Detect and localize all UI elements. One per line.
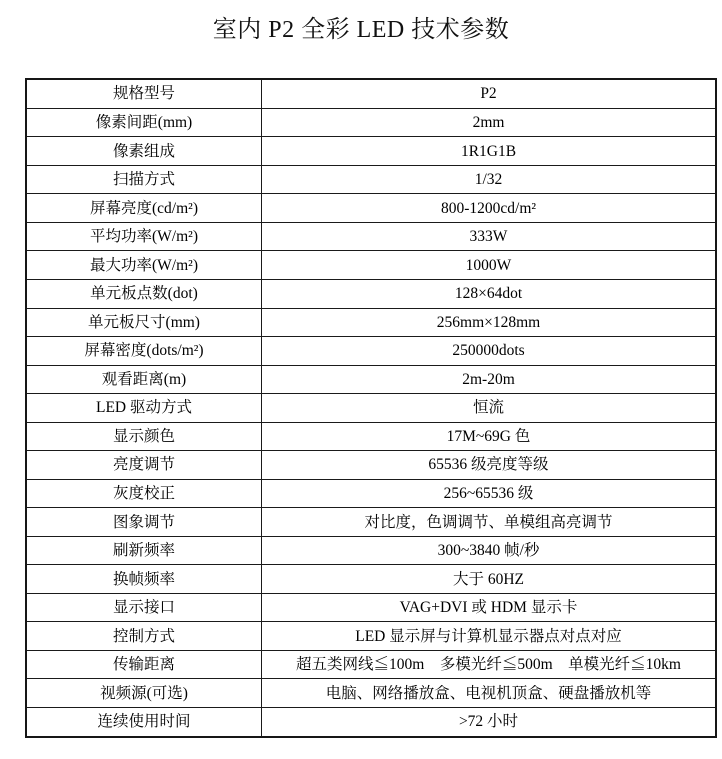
- spec-label: 换帧频率: [26, 565, 262, 594]
- spec-value: 2mm: [262, 108, 717, 137]
- table-row: [26, 707, 716, 737]
- spec-label: 屏幕密度(dots/m²): [26, 337, 262, 366]
- spec-value: 17M~69G 色: [262, 422, 717, 451]
- spec-value: VAG+DVI 或 HDM 显示卡: [262, 593, 717, 622]
- table-row: [26, 679, 716, 708]
- spec-label: 像素组成: [26, 137, 262, 166]
- table-row: [26, 479, 716, 508]
- spec-label: 平均功率(W/m²): [26, 222, 262, 251]
- spec-value: 1/32: [262, 165, 717, 194]
- spec-label: 连续使用时间: [26, 707, 262, 737]
- spec-value: 恒流: [262, 394, 717, 423]
- spec-value: 1000W: [262, 251, 717, 280]
- spec-label: 图象调节: [26, 508, 262, 537]
- spec-table: [25, 78, 717, 738]
- spec-value: 1R1G1B: [262, 137, 717, 166]
- spec-label: 像素间距(mm): [26, 108, 262, 137]
- spec-label: 单元板点数(dot): [26, 280, 262, 309]
- table-row: [26, 536, 716, 565]
- spec-value: 300~3840 帧/秒: [262, 536, 717, 565]
- spec-label: 屏幕亮度(cd/m²): [26, 194, 262, 223]
- page-title: 室内 P2 全彩 LED 技术参数: [212, 17, 510, 43]
- spec-value: P2: [262, 79, 717, 108]
- table-row: [26, 194, 716, 223]
- spec-value: >72 小时: [262, 707, 717, 737]
- spec-value: 超五类网线≦100m 多模光纤≦500m 单模光纤≦10km: [262, 650, 717, 679]
- table-row: [26, 565, 716, 594]
- table-row: [26, 508, 716, 537]
- spec-label: 亮度调节: [26, 451, 262, 480]
- spec-value: 电脑、网络播放盒、电视机顶盒、硬盘播放机等: [262, 679, 717, 708]
- spec-label: 单元板尺寸(mm): [26, 308, 262, 337]
- spec-label: 控制方式: [26, 622, 262, 651]
- spec-label: 规格型号: [26, 79, 262, 108]
- spec-value: 65536 级亮度等级: [262, 451, 717, 480]
- table-row: [26, 337, 716, 366]
- table-row: [26, 308, 716, 337]
- spec-label: 视频源(可选): [26, 679, 262, 708]
- spec-value: 对比度，色调调节、单模组高亮调节: [262, 508, 717, 537]
- table-row: [26, 165, 716, 194]
- spec-label: 灰度校正: [26, 479, 262, 508]
- table-row: [26, 622, 716, 651]
- spec-label: 扫描方式: [26, 165, 262, 194]
- spec-value: 256mm×128mm: [262, 308, 717, 337]
- table-row: [26, 451, 716, 480]
- spec-value: 250000dots: [262, 337, 717, 366]
- spec-value: 2m-20m: [262, 365, 717, 394]
- table-row: [26, 251, 716, 280]
- spec-label: 显示接口: [26, 593, 262, 622]
- spec-label: 显示颜色: [26, 422, 262, 451]
- spec-label: LED 驱动方式: [26, 394, 262, 423]
- table-row: [26, 137, 716, 166]
- table-row: [26, 222, 716, 251]
- table-row: [26, 422, 716, 451]
- spec-label: 传输距离: [26, 650, 262, 679]
- spec-value: 256~65536 级: [262, 479, 717, 508]
- spec-value: 大于 60HZ: [262, 565, 717, 594]
- table-row: [26, 280, 716, 309]
- spec-label: 刷新频率: [26, 536, 262, 565]
- table-row: [26, 394, 716, 423]
- table-row: [26, 365, 716, 394]
- table-row: [26, 79, 716, 108]
- table-row: [26, 108, 716, 137]
- spec-value: 333W: [262, 222, 717, 251]
- table-row: [26, 593, 716, 622]
- spec-value: 800-1200cd/m²: [262, 194, 717, 223]
- spec-value: 128×64dot: [262, 280, 717, 309]
- table-row: [26, 650, 716, 679]
- spec-value: LED 显示屏与计算机显示器点对点对应: [262, 622, 717, 651]
- spec-label: 观看距离(m): [26, 365, 262, 394]
- spec-label: 最大功率(W/m²): [26, 251, 262, 280]
